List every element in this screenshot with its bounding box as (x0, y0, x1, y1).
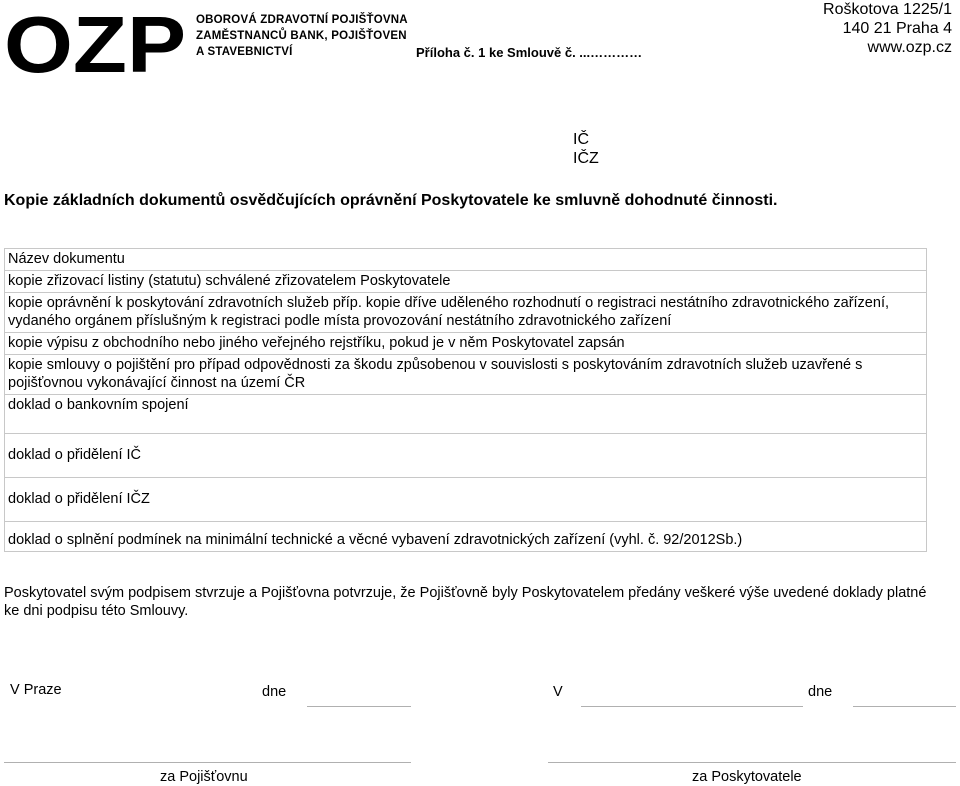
table-row (5, 434, 927, 478)
table-cell: doklad o bankovním spojení (5, 395, 927, 434)
table-row (5, 522, 927, 552)
right-signature-line (548, 762, 956, 763)
left-signature-line (4, 762, 411, 763)
logo-text: OZP (4, 8, 187, 76)
icz-label: IČZ (573, 150, 599, 167)
right-party-label: za Poskytovatele (692, 769, 802, 785)
table-cell: doklad o přidělení IČ (5, 434, 927, 478)
right-place-line (581, 706, 803, 707)
table-cell: kopie oprávnění k poskytování zdravotních služeb příp. kopie dříve uděleného rozhodnutí o registraci nestátního zdravotnického zařízení, vydaného orgánem příslušným k registraci podle místa provozování nestátního zdravotnického zařízení (5, 293, 927, 333)
table-row (5, 395, 927, 434)
table-row (5, 333, 927, 355)
id-fields (573, 130, 599, 168)
table-cell: doklad o přidělení IČZ (5, 478, 927, 522)
company-address (823, 0, 952, 57)
table-row (5, 355, 927, 395)
right-date-line (853, 706, 956, 707)
left-date-line (307, 706, 411, 707)
right-date-label: dne (808, 684, 833, 700)
address-web: www.ozp.cz (867, 39, 952, 56)
table-cell: doklad o splnění podmínek na minimální technické a věcné vybavení zdravotnických zařízení (vyhl. č. 92/2012Sb.) (5, 522, 927, 552)
left-place-label: V Praze (10, 682, 62, 698)
address-street: Roškotova 1225/1 (823, 1, 952, 18)
ic-label: IČ (573, 131, 589, 148)
company-line-2: ZAMĚSTNANCŮ BANK, POJIŠŤOVEN (196, 30, 407, 42)
left-date-label: dne (262, 684, 287, 700)
table-header-cell: Název dokumentu (5, 249, 927, 271)
documents-table (4, 248, 927, 552)
company-line-3: A STAVEBNICTVÍ (196, 46, 293, 58)
table-cell: kopie výpisu z obchodního nebo jiného veřejného rejstříku, pokud je v něm Poskytovatel zapsán (5, 333, 927, 355)
document-title: Kopie základních dokumentů osvědčujících oprávnění Poskytovatele ke smluvně dohodnuté činnosti. (4, 192, 778, 209)
left-party-label: za Pojišťovnu (160, 769, 248, 785)
table-row (5, 293, 927, 333)
annex-label: Příloha č. 1 ke Smlouvě č. ...………… (416, 45, 643, 60)
company-name (196, 12, 408, 60)
table-header-row (5, 249, 927, 271)
table-row (5, 478, 927, 522)
company-line-1: OBOROVÁ ZDRAVOTNÍ POJIŠŤOVNA (196, 14, 408, 26)
table-row (5, 271, 927, 293)
right-place-label: V (553, 684, 563, 700)
table-cell: kopie zřizovací listiny (statutu) schválené zřizovatelem Poskytovatele (5, 271, 927, 293)
table-cell: kopie smlouvy o pojištění pro případ odpovědnosti za škodu způsobenou v souvislosti s poskytováním zdravotních služeb uzavřené s pojišťovnou vykonávající činnost na území ČR (5, 355, 927, 395)
confirmation-statement: Poskytovatel svým podpisem stvrzuje a Pojišťovna potvrzuje, že Pojišťovně byly Poskytovatelem předány veškeré výše uvedené doklady platné ke dni podpisu této Smlouvy. (4, 585, 927, 619)
address-city: 140 21 Praha 4 (842, 20, 952, 37)
ozp-logo (4, 8, 188, 76)
